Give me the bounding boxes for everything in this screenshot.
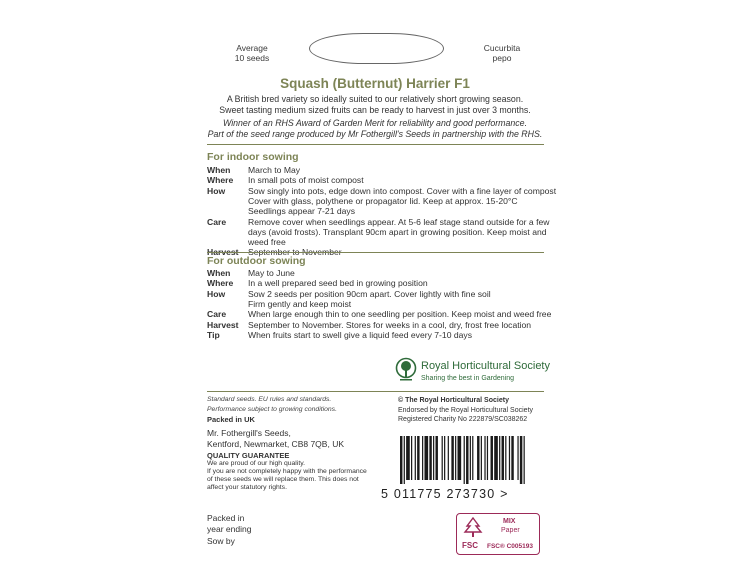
fsc-paper: Paper — [501, 527, 520, 534]
barcode-bar — [451, 436, 453, 480]
barcode-bar — [509, 436, 510, 480]
barcode-bar — [499, 436, 500, 480]
quality-guarantee-title: QUALITY GUARANTEE — [207, 451, 290, 460]
award-text: Winner of an RHS Award of Garden Merit for reliability and good performance. Part of the seed range produced by Mr Fothergill's Seeds in partnership with the RHS. — [207, 118, 543, 139]
barcode-bar — [484, 436, 485, 480]
description: A British bred variety so ideally suited to our relatively short growing season. Sweet tasting medium sized fruits can be ready to harvest in just over 3 months. — [219, 94, 531, 115]
outdoor-value-harvest: September to November. Stores for weeks in a cool, dry, frost free location — [248, 319, 532, 330]
barcode-bar — [400, 436, 402, 484]
barcode-bar — [464, 436, 465, 484]
packed-year-fields: Packed in year ending Sow by — [207, 513, 252, 546]
outdoor-label-when: When — [207, 268, 231, 278]
barcode-bar — [491, 436, 493, 480]
barcode-bar — [511, 436, 513, 480]
barcode-bar — [429, 436, 431, 480]
barcode-bar — [520, 436, 522, 484]
barcode-bar — [411, 436, 412, 480]
indoor-label-where: Where — [207, 175, 234, 186]
barcode-bar — [435, 436, 437, 480]
indoor-value-where: In small pots of moist compost — [248, 175, 364, 186]
barcode-bar — [444, 436, 445, 480]
barcode-bar — [417, 436, 419, 480]
outdoor-value-how: Sow 2 seeds per position 90cm apart. Cover lightly with fine soil Firm gently and keep moist — [248, 288, 491, 309]
rhs-charity: Registered Charity No 222879/SC038262 — [398, 416, 528, 423]
indoor-heading: For indoor sowing — [207, 151, 299, 163]
barcode-bar — [517, 436, 518, 480]
packet-window — [309, 33, 444, 64]
barcode-bar — [481, 436, 482, 480]
indoor-value-care: Remove cover when seedlings appear. At 5-6 leaf stage stand outside for a few days (avoid frosts). Transplant 90cm apart in growing position. Keep moist and weed free — [248, 216, 550, 248]
outdoor-heading: For outdoor sowing — [207, 255, 306, 267]
barcode-bar — [466, 436, 468, 484]
barcode-bar — [422, 436, 423, 480]
barcode-bar — [442, 436, 443, 480]
divider — [207, 144, 544, 145]
indoor-label-care: Care — [207, 216, 227, 227]
divider — [207, 391, 544, 392]
outdoor-label-tip: Tip — [207, 329, 220, 340]
standards-text: Standard seeds. EU rules and standards. Performance subject to growing conditions. — [207, 396, 337, 413]
barcode-bar — [448, 436, 449, 480]
outdoor-label-how: How — [207, 288, 226, 299]
barcode-bar — [415, 436, 416, 480]
latin-name-label: Cucurbita pepo — [483, 43, 521, 63]
indoor-label-how: How — [207, 185, 226, 196]
company-address: Mr. Fothergill's Seeds, Kentford, Newmarket, CB8 7QB, UK — [207, 428, 344, 449]
outdoor-value-tip: When fruits start to swell give a liquid feed every 7-10 days — [248, 329, 473, 340]
barcode-bar — [424, 436, 428, 480]
seed-count-label: Average 10 seeds — [234, 43, 270, 63]
outdoor-label-care: Care — [207, 309, 227, 320]
outdoor-value-where: In a well prepared seed bed in growing position — [248, 278, 428, 289]
fsc-mix: MIX — [503, 518, 516, 525]
outdoor-label-harvest: Harvest — [207, 319, 239, 330]
fsc-tree-icon — [463, 517, 483, 539]
barcode-digits: 5 011775 273730 > — [381, 487, 509, 501]
quality-guarantee-text: We are proud of our high quality. If you are not completely happy with the performance of these seeds we will replace them. This does not affect your statutory rights. — [207, 460, 367, 491]
rhs-name: Royal Horticultural Society — [421, 360, 550, 372]
barcode-bar — [472, 436, 473, 480]
indoor-label-when: When — [207, 165, 231, 175]
barcode-bar — [477, 436, 479, 480]
packed-in-uk: Packed in UK — [207, 415, 255, 424]
divider — [207, 252, 544, 253]
rhs-tree-icon — [395, 357, 417, 385]
rhs-copyright: © The Royal Horticultural Society — [398, 397, 509, 404]
outdoor-label-where: Where — [207, 278, 234, 289]
barcode-bar — [406, 436, 410, 480]
outdoor-value-when: May to June — [248, 268, 295, 278]
barcode-bar — [505, 436, 506, 480]
barcode-bar — [470, 436, 471, 480]
barcode-bar — [455, 436, 456, 480]
rhs-tagline: Sharing the best in Gardening — [421, 375, 515, 382]
rhs-endorsed: Endorsed by the Royal Horticultural Society — [398, 407, 534, 414]
fsc-badge — [456, 513, 540, 555]
product-title: Squash (Butternut) Harrier F1 — [280, 76, 470, 91]
barcode-bar — [433, 436, 434, 480]
barcode-bar — [404, 436, 405, 484]
barcode — [398, 436, 528, 484]
indoor-value-how: Sow singly into pots, edge down into compost. Cover with a fine layer of compost Cover with glass, polythene or propagator lid. Keep at approx. 15-20°C Seedlings appear 7-21 days — [248, 185, 557, 217]
barcode-bar — [487, 436, 488, 480]
barcode-bar — [494, 436, 498, 480]
barcode-bar — [458, 436, 462, 480]
indoor-value-when: March to May — [248, 165, 301, 175]
fsc-label: FSC — [462, 541, 478, 550]
fsc-code: FSC® C005193 — [487, 543, 533, 550]
barcode-bar — [524, 436, 525, 484]
outdoor-value-care: When large enough thin to one seedling per position. Keep moist and weed free — [248, 309, 552, 320]
barcode-bar — [502, 436, 504, 480]
rhs-logo — [395, 357, 550, 387]
